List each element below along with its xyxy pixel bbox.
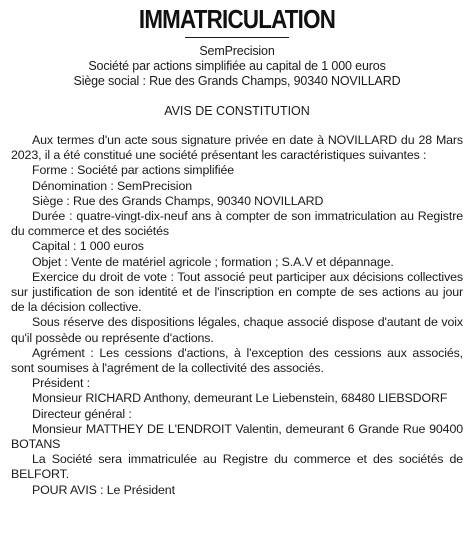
paragraph-voting-rights: Exercice du droit de vote : Tout associé peut participer aux décisions collectives sur justification de son identité et de l'inscription en compte de ses actions au jour de la décision collective. bbox=[11, 269, 463, 315]
paragraph-ceo: Monsieur MATTHEY DE L'ENDROIT Valentin, demeurant 6 Grande Rue 90400 BOTANS bbox=[11, 421, 463, 452]
paragraph-ceo-label: Directeur général : bbox=[32, 406, 132, 421]
paragraph-purpose: Objet : Vente de matériel agricole ; formation ; S.A.V et dépannage. bbox=[32, 254, 394, 269]
paragraph-form: Forme : Société par actions simplifiée bbox=[32, 163, 235, 178]
paragraph-approval: Agrément : Les cessions d'actions, à l'exception des cessions aux associés, sont soumises à l'agrément de la collectivité des associés. bbox=[11, 345, 463, 376]
company-form-line: Société par actions simplifiée au capital de 1 000 euros bbox=[88, 59, 386, 73]
paragraph-president: Monsieur RICHARD Anthony, demeurant Le Liebenstein, 68480 LIEBSDORF bbox=[32, 391, 448, 406]
paragraph-duration: Durée : quatre-vingt-dix-neuf ans à compter de son immatriculation au Registre du commerce et des sociétés bbox=[11, 209, 463, 239]
company-seat-line: Siège social : Rue des Grands Champs, 90340 NOVILLARD bbox=[73, 74, 401, 88]
notice-title: AVIS DE CONSTITUTION bbox=[164, 104, 310, 118]
heading-underline bbox=[185, 37, 289, 38]
paragraph-signature: POUR AVIS : Le Président bbox=[32, 482, 175, 497]
paragraph-intro: Aux termes d'un acte sous signature privée en date à NOVILLARD du 28 Mars 2023, il a été constitué une société présentant les caractéristiques suivantes : bbox=[11, 133, 463, 163]
notice-body bbox=[11, 133, 463, 498]
paragraph-president-label: Président : bbox=[32, 376, 90, 391]
paragraph-capital: Capital : 1 000 euros bbox=[32, 239, 144, 254]
company-name: SemPrecision bbox=[199, 44, 275, 58]
paragraph-seat: Siège : Rue des Grands Champs, 90340 NOVILLARD bbox=[32, 193, 324, 208]
paragraph-registration: La Société sera immatriculée au Registre du commerce et des sociétés de BELFORT. bbox=[11, 452, 463, 482]
paragraph-votes: Sous réserve des dispositions légales, chaque associé dispose d'autant de voix qu'il possède ou représente d'actions. bbox=[11, 315, 463, 345]
paragraph-name: Dénomination : SemPrecision bbox=[32, 178, 192, 193]
section-heading: IMMATRICULATION bbox=[138, 4, 336, 34]
